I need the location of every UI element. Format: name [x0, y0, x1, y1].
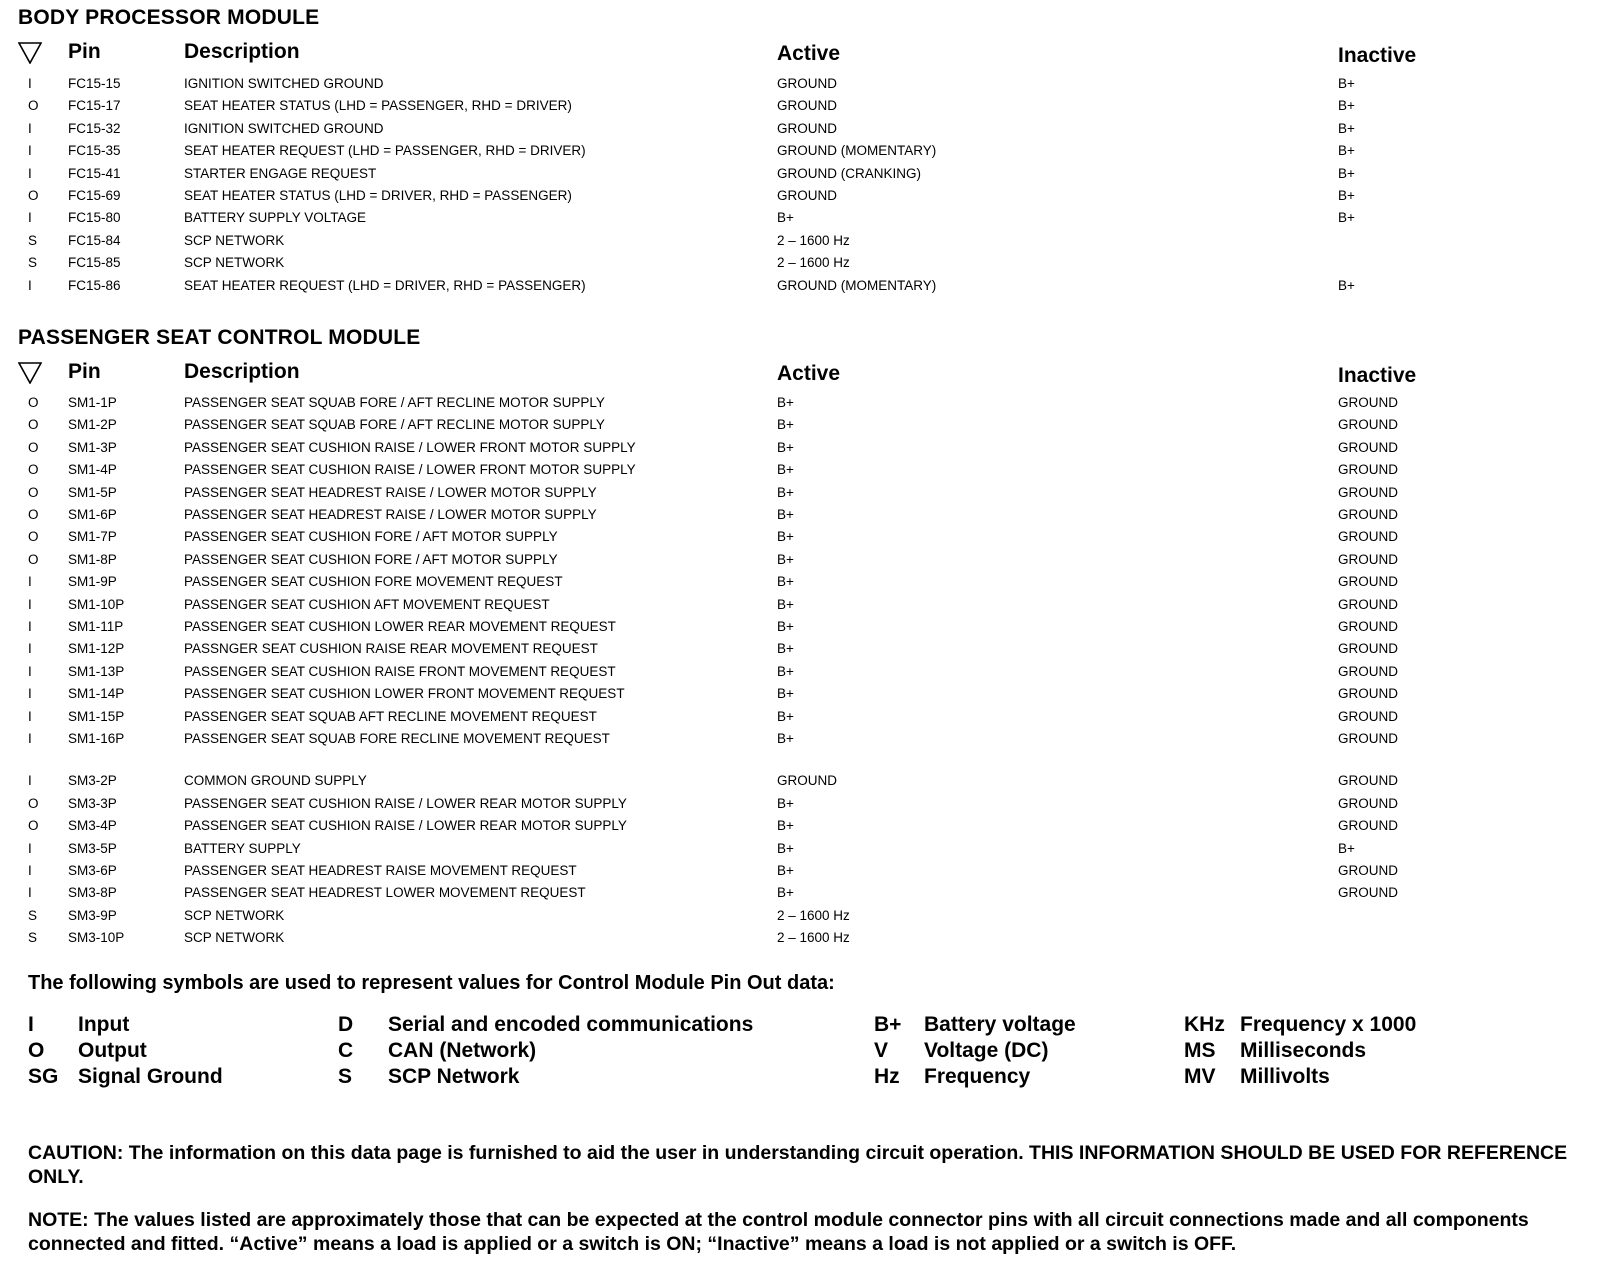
legend-meaning: Voltage (DC)	[924, 1039, 1049, 1062]
pin-description: STARTER ENGAGE REQUEST	[184, 165, 377, 181]
pin-id: SM3-5P	[68, 840, 117, 856]
column-header-active: Active	[777, 362, 841, 385]
table-row	[0, 793, 1600, 815]
active-value: GROUND (MOMENTARY)	[777, 143, 937, 159]
pin-id: SM1-2P	[68, 417, 117, 433]
inactive-value: B+	[1338, 840, 1355, 856]
pin-type: I	[28, 574, 32, 590]
inactive-value: GROUND	[1338, 795, 1398, 811]
pin-id: FC15-41	[68, 165, 121, 181]
note-text: NOTE: The values listed are approximately those that can be expected at the control module connector pins with all circuit connections made and all components connected and fitted. “Active” means a load is applied or a switch is ON; “Inactive” means a load is not applied or a switch is OFF.	[28, 1209, 1529, 1255]
inactive-value: B+	[1338, 165, 1355, 181]
active-value: B+	[777, 462, 794, 478]
table-row	[0, 770, 1600, 792]
legend-meaning: Signal Ground	[78, 1065, 223, 1088]
pin-id: SM3-9P	[68, 907, 117, 923]
pin-type: I	[28, 143, 32, 159]
pin-description: SCP NETWORK	[184, 930, 285, 946]
active-value: GROUND	[777, 98, 837, 114]
pin-description: PASSENGER SEAT CUSHION LOWER FRONT MOVEMENT REQUEST	[184, 686, 625, 702]
table-row	[0, 728, 1600, 750]
pin-type: I	[28, 76, 32, 91]
table-row	[0, 95, 1600, 117]
table-row	[0, 882, 1600, 904]
inactive-value: GROUND	[1338, 395, 1398, 410]
pin-id: FC15-69	[68, 188, 121, 203]
pin-id: SM3-3P	[68, 795, 117, 811]
active-value: B+	[777, 484, 794, 500]
active-value: B+	[777, 529, 794, 545]
pin-type: S	[28, 255, 38, 271]
legend-symbol: I	[28, 1013, 34, 1036]
active-value: B+	[777, 574, 794, 590]
table-row	[0, 392, 1600, 414]
active-value: B+	[777, 417, 794, 433]
pin-type: S	[28, 232, 38, 248]
inactive-value: GROUND	[1338, 818, 1398, 834]
pin-description: PASSENGER SEAT CUSHION AFT MOVEMENT REQUEST	[184, 596, 550, 612]
pin-type: S	[28, 907, 38, 923]
column-header-pin: Pin	[68, 40, 101, 63]
active-value: B+	[777, 439, 794, 455]
legend-meaning: Millivolts	[1240, 1065, 1330, 1088]
pin-description: SCP NETWORK	[184, 255, 285, 271]
table-row	[0, 414, 1600, 436]
inactive-value: GROUND	[1338, 773, 1398, 789]
pin-id: FC15-85	[68, 255, 121, 271]
pin-id: FC15-35	[68, 143, 121, 159]
table-row	[0, 275, 1600, 297]
pin-type: I	[28, 277, 32, 293]
inactive-value: GROUND	[1338, 708, 1398, 724]
legend-meaning: Battery voltage	[924, 1013, 1076, 1036]
pin-description: PASSENGER SEAT SQUAB FORE / AFT RECLINE MOTOR SUPPLY	[184, 417, 605, 433]
inactive-value: GROUND	[1338, 863, 1398, 878]
table-row	[0, 815, 1600, 837]
table-row	[0, 683, 1600, 705]
inactive-value: GROUND	[1338, 641, 1398, 657]
inactive-value: GROUND	[1338, 529, 1398, 545]
table-row	[0, 504, 1600, 526]
pin-description: SEAT HEATER REQUEST (LHD = DRIVER, RHD = PASSENGER)	[184, 277, 586, 293]
pin-type: I	[28, 663, 32, 679]
pin-description: PASSENGER SEAT SQUAB AFT RECLINE MOVEMENT REQUEST	[184, 708, 597, 724]
pin-type: O	[28, 551, 39, 567]
pin-id: SM1-3P	[68, 439, 117, 455]
pin-type: O	[28, 507, 39, 522]
pin-id: SM1-10P	[68, 596, 125, 612]
pin-description: SCP NETWORK	[184, 232, 285, 248]
pin-description: PASSENGER SEAT CUSHION RAISE / LOWER FRONT MOTOR SUPPLY	[184, 439, 636, 455]
pin-id: SM1-8P	[68, 551, 117, 567]
inactive-value: GROUND	[1338, 417, 1398, 433]
legend-symbol: B+	[874, 1013, 902, 1036]
active-value: B+	[777, 818, 794, 834]
pin-type: I	[28, 596, 32, 612]
inactive-value: GROUND	[1338, 462, 1398, 478]
pin-type: I	[28, 773, 32, 789]
pin-description: IGNITION SWITCHED GROUND	[184, 120, 384, 136]
pin-description: PASSENGER SEAT CUSHION FORE / AFT MOTOR SUPPLY	[184, 551, 558, 567]
active-value: B+	[777, 840, 794, 856]
legend-meaning: Serial and encoded communications	[388, 1013, 754, 1036]
pin-id: SM1-1P	[68, 395, 117, 410]
active-value: 2 – 1600 Hz	[777, 255, 850, 271]
pin-id: SM3-8P	[68, 885, 117, 901]
table-row	[0, 616, 1600, 638]
pin-type: I	[28, 619, 32, 634]
pin-type: O	[28, 818, 39, 834]
pin-id: SM1-14P	[68, 686, 125, 702]
pin-id: FC15-86	[68, 277, 121, 293]
active-value: GROUND (CRANKING)	[777, 165, 921, 181]
pin-description: SCP NETWORK	[184, 907, 285, 923]
inactive-value: GROUND	[1338, 731, 1398, 746]
table-row	[0, 927, 1600, 949]
pin-description: BATTERY SUPPLY	[184, 840, 301, 856]
table-row	[0, 437, 1600, 459]
pin-id: SM1-7P	[68, 529, 117, 545]
active-value: GROUND	[777, 120, 837, 136]
pin-type: I	[28, 731, 32, 746]
table-row	[0, 860, 1600, 882]
active-value: B+	[777, 210, 794, 226]
legend-symbol: S	[338, 1065, 353, 1088]
legend-symbol: SG	[28, 1065, 59, 1088]
legend-meaning: Milliseconds	[1240, 1039, 1367, 1062]
table-row	[0, 549, 1600, 571]
table-row	[0, 594, 1600, 616]
pin-description: PASSENGER SEAT HEADREST LOWER MOVEMENT REQUEST	[184, 885, 586, 901]
section-title: PASSENGER SEAT CONTROL MODULE	[18, 326, 421, 349]
pin-id: SM1-6P	[68, 507, 117, 522]
caution-text: CAUTION: The information on this data page is furnished to aid the user in understanding circuit operation. THIS INFORMATION SHOULD BE USED FOR REFERENCE ONLY.	[28, 1142, 1568, 1188]
active-value: B+	[777, 551, 794, 567]
pin-id: SM3-6P	[68, 863, 117, 878]
inactive-value: B+	[1338, 120, 1355, 136]
pin-description: PASSENGER SEAT CUSHION RAISE / LOWER REAR MOTOR SUPPLY	[184, 818, 627, 834]
section-title: BODY PROCESSOR MODULE	[18, 6, 320, 29]
active-value: B+	[777, 596, 794, 612]
pin-type: O	[28, 188, 39, 203]
pin-description: PASSENGER SEAT HEADREST RAISE MOVEMENT REQUEST	[184, 863, 577, 878]
table-row	[0, 207, 1600, 229]
active-value: B+	[777, 731, 794, 746]
pin-type: I	[28, 686, 32, 702]
active-value: B+	[777, 507, 794, 522]
pin-description: PASSENGER SEAT HEADREST RAISE / LOWER MOTOR SUPPLY	[184, 507, 597, 522]
active-value: B+	[777, 708, 794, 724]
active-value: B+	[777, 885, 794, 901]
pin-id: SM1-15P	[68, 708, 125, 724]
table-row	[0, 526, 1600, 548]
pin-type: O	[28, 98, 39, 114]
pin-id: FC15-32	[68, 120, 121, 136]
table-row	[0, 661, 1600, 683]
legend-symbol: O	[28, 1039, 45, 1062]
table-row	[0, 230, 1600, 252]
inactive-value: GROUND	[1338, 439, 1398, 455]
pin-id: SM1-12P	[68, 641, 125, 657]
active-value: GROUND	[777, 188, 837, 203]
pin-description: SEAT HEATER STATUS (LHD = PASSENGER, RHD = DRIVER)	[184, 98, 572, 114]
legend-meaning: Input	[78, 1013, 130, 1036]
pin-id: SM3-2P	[68, 773, 117, 789]
legend-meaning: SCP Network	[388, 1065, 520, 1088]
legend-symbol: Hz	[874, 1065, 900, 1088]
pin-type: O	[28, 462, 39, 478]
pin-description: PASSENGER SEAT CUSHION FORE MOVEMENT REQUEST	[184, 574, 563, 590]
table-row	[0, 163, 1600, 185]
active-value: 2 – 1600 Hz	[777, 907, 850, 923]
pin-id: FC15-15	[68, 76, 121, 91]
table-row	[0, 905, 1600, 927]
legend-meaning: Output	[78, 1039, 147, 1062]
pin-description: PASSENGER SEAT SQUAB FORE RECLINE MOVEMENT REQUEST	[184, 731, 610, 746]
table-row	[0, 252, 1600, 274]
pin-type: I	[28, 641, 32, 657]
legend-meaning: CAN (Network)	[388, 1039, 537, 1062]
pin-description: PASSENGER SEAT HEADREST RAISE / LOWER MOTOR SUPPLY	[184, 484, 597, 500]
legend-symbol: D	[338, 1013, 354, 1036]
pin-description: PASSENGER SEAT CUSHION RAISE / LOWER FRONT MOTOR SUPPLY	[184, 462, 636, 478]
legend-symbol: KHz	[1184, 1013, 1225, 1036]
pin-type: O	[28, 395, 39, 410]
inactive-value: GROUND	[1338, 663, 1398, 679]
active-value: GROUND	[777, 773, 837, 789]
pin-type: O	[28, 529, 39, 545]
pin-description: PASSNGER SEAT CUSHION RAISE REAR MOVEMENT REQUEST	[184, 641, 598, 657]
legend-symbol: C	[338, 1039, 354, 1062]
column-header-description: Description	[184, 360, 300, 383]
table-row	[0, 482, 1600, 504]
pin-description: SEAT HEATER STATUS (LHD = DRIVER, RHD = PASSENGER)	[184, 188, 572, 203]
column-header-pin: Pin	[68, 360, 101, 383]
column-header-active: Active	[777, 42, 841, 65]
inactive-value: B+	[1338, 76, 1355, 91]
inactive-value: GROUND	[1338, 686, 1398, 702]
pin-id: SM1-13P	[68, 663, 125, 679]
pin-type: I	[28, 210, 32, 226]
inactive-value: GROUND	[1338, 551, 1398, 567]
table-row	[0, 185, 1600, 207]
active-value: B+	[777, 619, 794, 634]
legend-title: The following symbols are used to represent values for Control Module Pin Out data:	[28, 972, 835, 994]
table-row	[0, 73, 1600, 95]
inactive-value: GROUND	[1338, 619, 1398, 634]
inactive-value: GROUND	[1338, 596, 1398, 612]
active-value: B+	[777, 395, 794, 410]
direction-triangle-icon	[18, 362, 42, 384]
active-value: 2 – 1600 Hz	[777, 232, 850, 248]
pin-description: BATTERY SUPPLY VOLTAGE	[184, 210, 367, 226]
pin-type: I	[28, 165, 32, 181]
pin-id: SM1-5P	[68, 484, 117, 500]
table-row	[0, 459, 1600, 481]
column-header-inactive: Inactive	[1338, 44, 1417, 67]
pin-id: FC15-80	[68, 210, 121, 226]
inactive-value: GROUND	[1338, 574, 1398, 590]
pin-type: O	[28, 795, 39, 811]
table-row	[0, 638, 1600, 660]
pin-id: SM3-10P	[68, 930, 125, 946]
table-row	[0, 838, 1600, 860]
column-header-inactive: Inactive	[1338, 364, 1417, 387]
inactive-value: GROUND	[1338, 507, 1398, 522]
direction-triangle-icon	[18, 42, 42, 64]
pin-type: O	[28, 417, 39, 433]
active-value: B+	[777, 641, 794, 657]
legend-symbol: MV	[1184, 1065, 1216, 1088]
pin-description: SEAT HEATER REQUEST (LHD = PASSENGER, RHD = DRIVER)	[184, 143, 586, 159]
inactive-value: B+	[1338, 143, 1355, 159]
active-value: 2 – 1600 Hz	[777, 930, 850, 946]
pin-id: SM1-9P	[68, 574, 117, 590]
legend-symbol: MS	[1184, 1039, 1216, 1062]
inactive-value: GROUND	[1338, 484, 1398, 500]
legend-meaning: Frequency	[924, 1065, 1031, 1088]
inactive-value: B+	[1338, 98, 1355, 114]
legend-meaning: Frequency x 1000	[1240, 1013, 1417, 1036]
pin-id: FC15-84	[68, 232, 121, 248]
active-value: B+	[777, 663, 794, 679]
table-row	[0, 571, 1600, 593]
inactive-value: B+	[1338, 188, 1355, 203]
pin-id: SM1-11P	[68, 619, 124, 634]
pin-description: PASSENGER SEAT CUSHION LOWER REAR MOVEMENT REQUEST	[184, 619, 616, 634]
pin-id: SM3-4P	[68, 818, 117, 834]
active-value: GROUND (MOMENTARY)	[777, 277, 937, 293]
pin-type: S	[28, 930, 38, 946]
pin-description: PASSENGER SEAT CUSHION RAISE FRONT MOVEMENT REQUEST	[184, 663, 616, 679]
active-value: B+	[777, 686, 794, 702]
legend-symbol: V	[874, 1039, 889, 1062]
active-value: GROUND	[777, 76, 837, 91]
column-header-description: Description	[184, 40, 300, 63]
pin-description: PASSENGER SEAT CUSHION RAISE / LOWER REAR MOTOR SUPPLY	[184, 795, 627, 811]
pin-type: O	[28, 439, 39, 455]
pin-type: I	[28, 840, 32, 856]
active-value: B+	[777, 863, 794, 878]
pin-description: COMMON GROUND SUPPLY	[184, 773, 367, 789]
pin-type: I	[28, 120, 32, 136]
inactive-value: GROUND	[1338, 885, 1398, 901]
pin-description: PASSENGER SEAT SQUAB FORE / AFT RECLINE MOTOR SUPPLY	[184, 395, 605, 410]
pin-id: SM1-16P	[68, 731, 125, 746]
pin-id: SM1-4P	[68, 462, 117, 478]
table-row	[0, 140, 1600, 162]
inactive-value: B+	[1338, 277, 1355, 293]
inactive-value: B+	[1338, 210, 1355, 226]
active-value: B+	[777, 795, 794, 811]
pin-type: I	[28, 885, 32, 901]
pin-type: I	[28, 708, 32, 724]
pin-type: I	[28, 863, 32, 878]
table-row	[0, 706, 1600, 728]
pin-type: O	[28, 484, 39, 500]
pin-id: FC15-17	[68, 98, 121, 114]
table-row	[0, 118, 1600, 140]
pin-description: IGNITION SWITCHED GROUND	[184, 76, 384, 91]
pin-description: PASSENGER SEAT CUSHION FORE / AFT MOTOR SUPPLY	[184, 529, 558, 545]
